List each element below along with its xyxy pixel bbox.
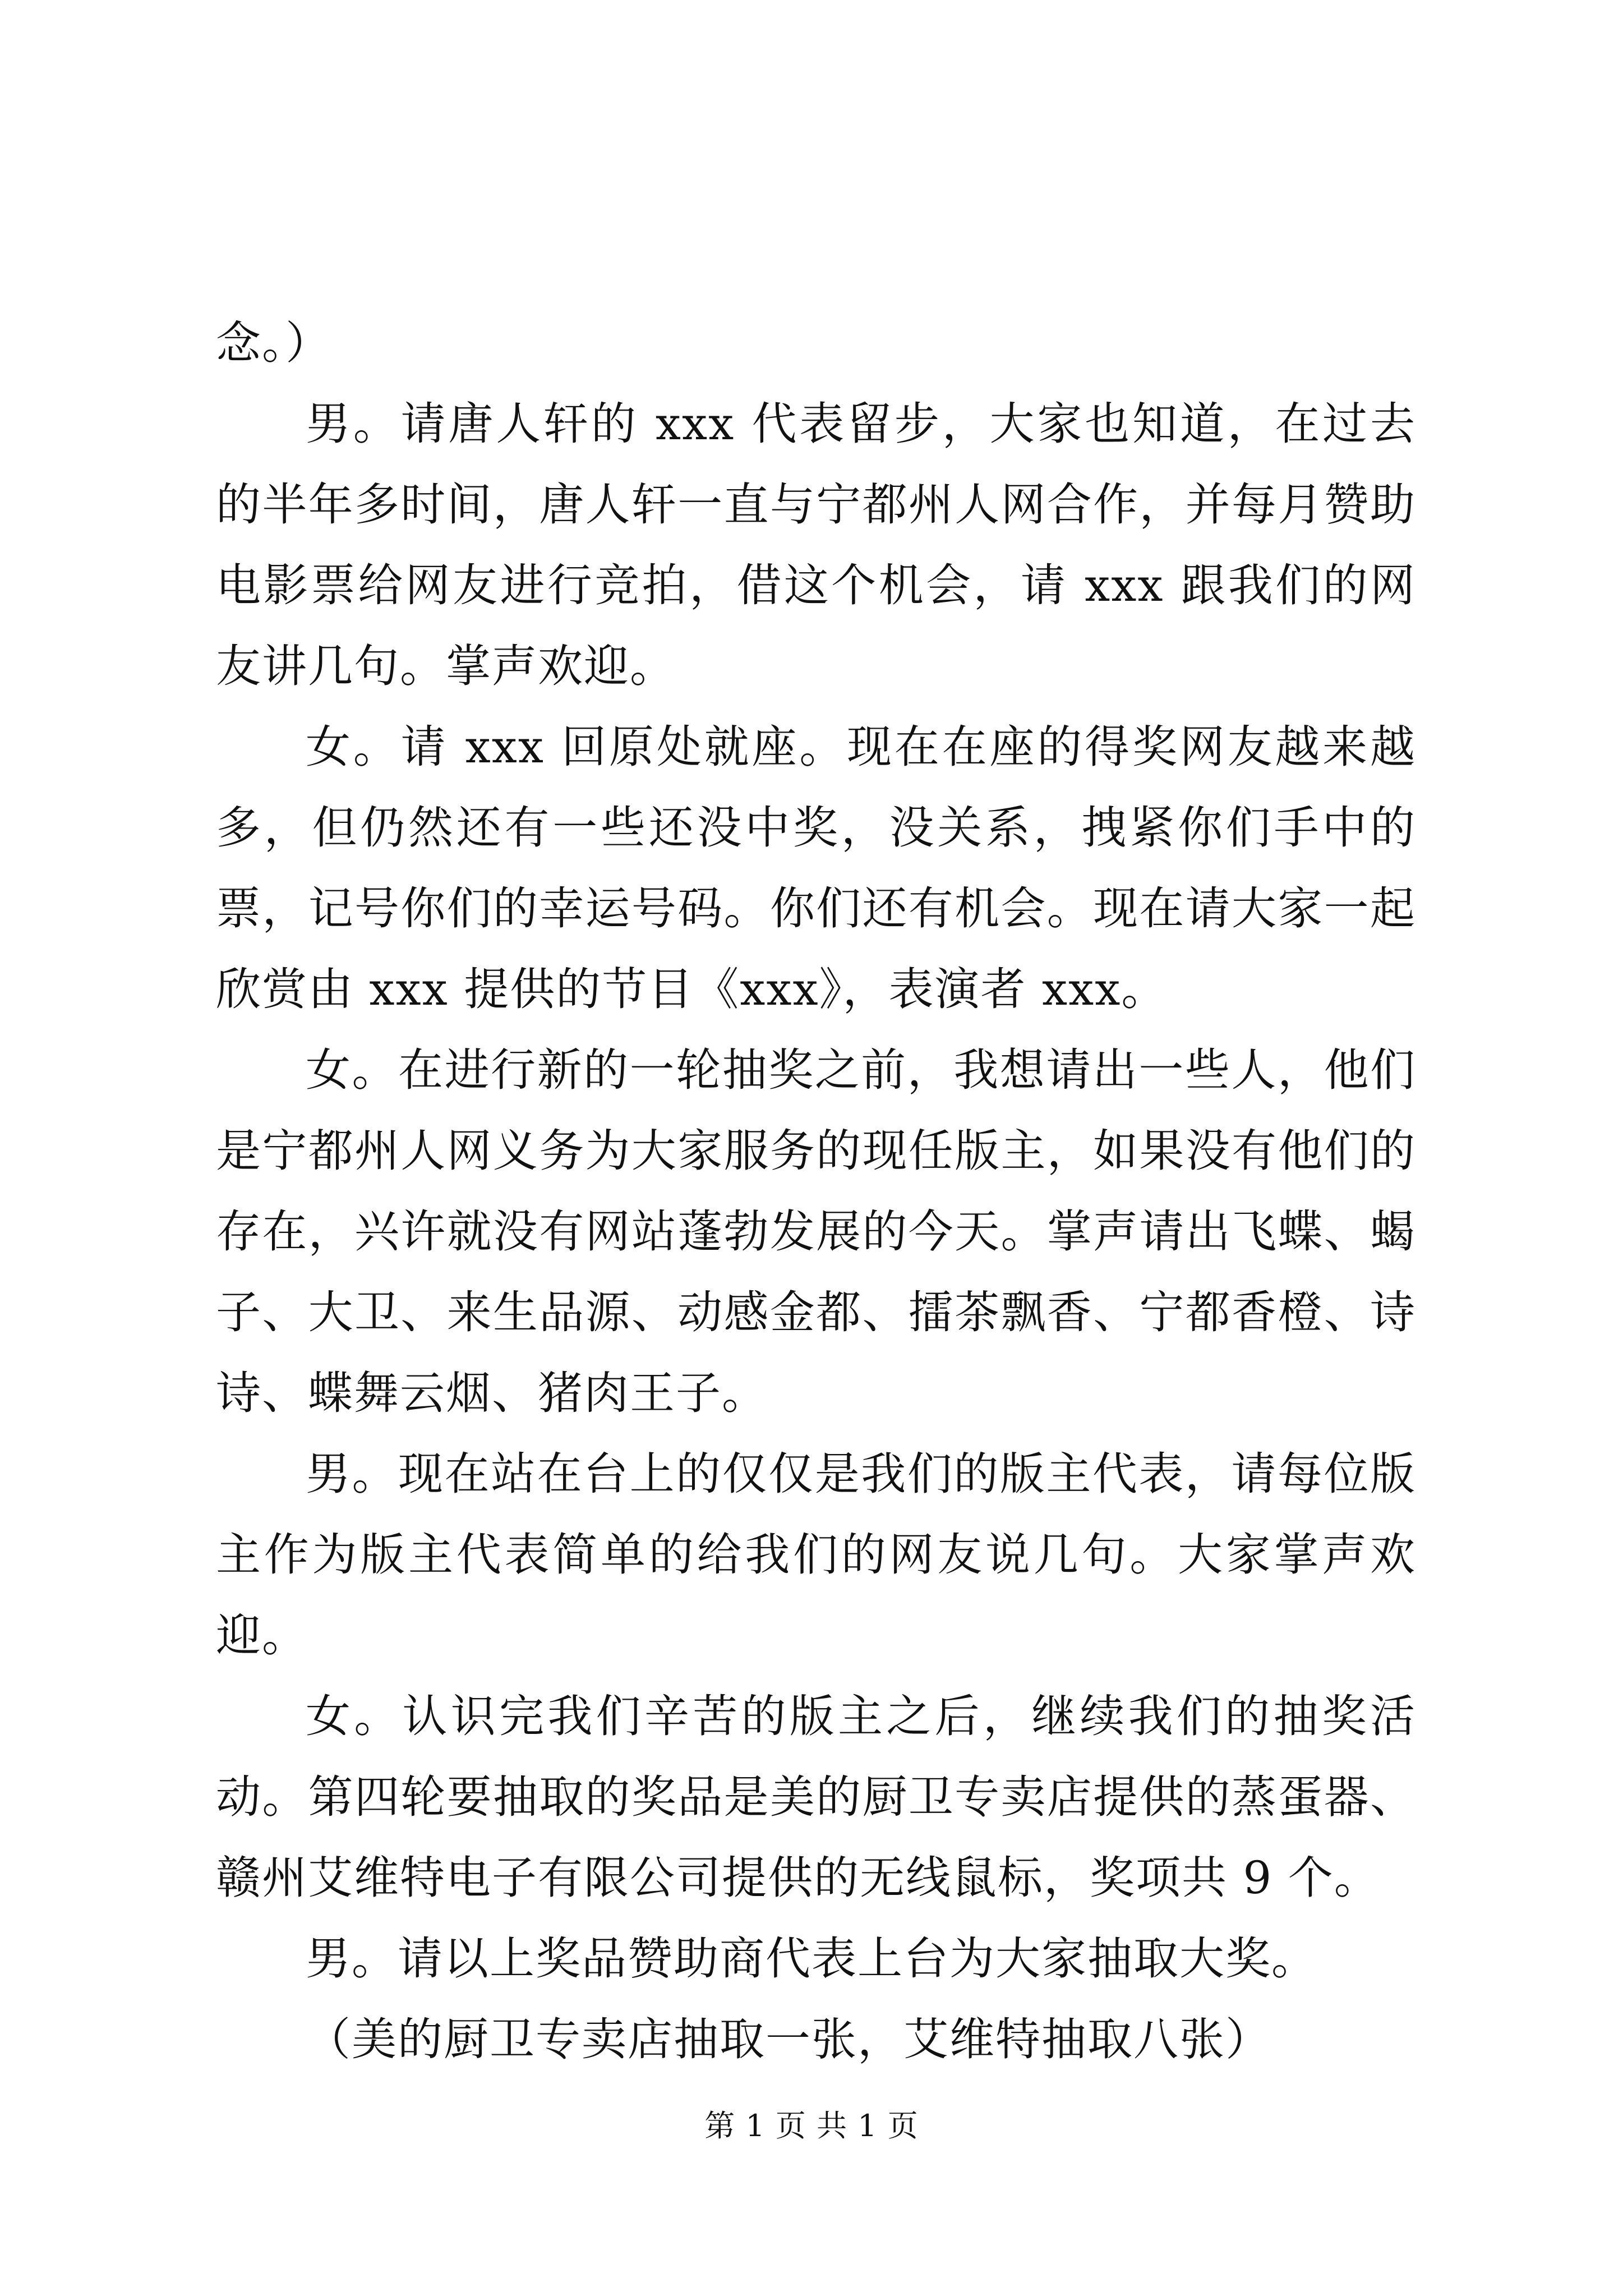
paragraph-male-host-3: 男。请以上奖品赞助商代表上台为大家抽取大奖。 [306, 1932, 1317, 1985]
paragraph-continuation: 念。） [216, 317, 331, 369]
paragraph-female-host-1: 女。请 xxx 回原处就座。现在在座的得奖网友越来越多，但仍然还有一些还没中奖，没关系，拽紧你们手中的票，记号你们的幸运号码。你们还有机会。现在请大家一起欣赏由 xxx 提供的节目《xxx》，表演者 xxx。 [216, 721, 1416, 1015]
paragraph-stage-note: （美的厨卫专卖店抽取一张，艾维特抽取八张） [306, 2013, 1271, 2065]
paragraph-male-host-2: 男。现在站在台上的仅仅是我们的版主代表，请每位版主作为版主代表简单的给我们的网友说几句。大家掌声欢迎。 [216, 1448, 1416, 1662]
paragraph-male-host-1: 男。请唐人轩的 xxx 代表留步，大家也知道，在过去的半年多时间，唐人轩一直与宁都州人网合作，并每月赞助电影票给网友进行竞拍，借这个机会，请 xxx 跟我们的网友讲几句。掌声欢迎。 [216, 398, 1416, 692]
paragraph-female-host-2: 女。在进行新的一轮抽奖之前，我想请出一些人，他们是宁都州人网义务为大家服务的现任版主，如果没有他们的存在，兴许就没有网站蓬勃发展的今天。掌声请出飞蝶、蝎子、大卫、来生品源、动感金都、擂茶飘香、宁都香橙、诗诗、蝶舞云烟、猪肉王子。 [216, 1044, 1416, 1419]
document-body [216, 303, 1416, 2080]
page-footer: 第 1 页 共 1 页 [704, 2108, 919, 2143]
paragraph-female-host-3: 女。认识完我们辛苦的版主之后，继续我们的抽奖活动。第四轮要抽取的奖品是美的厨卫专卖店提供的蒸蛋器、赣州艾维特电子有限公司提供的无线鼠标，奖项共 9 个。 [216, 1690, 1416, 1904]
